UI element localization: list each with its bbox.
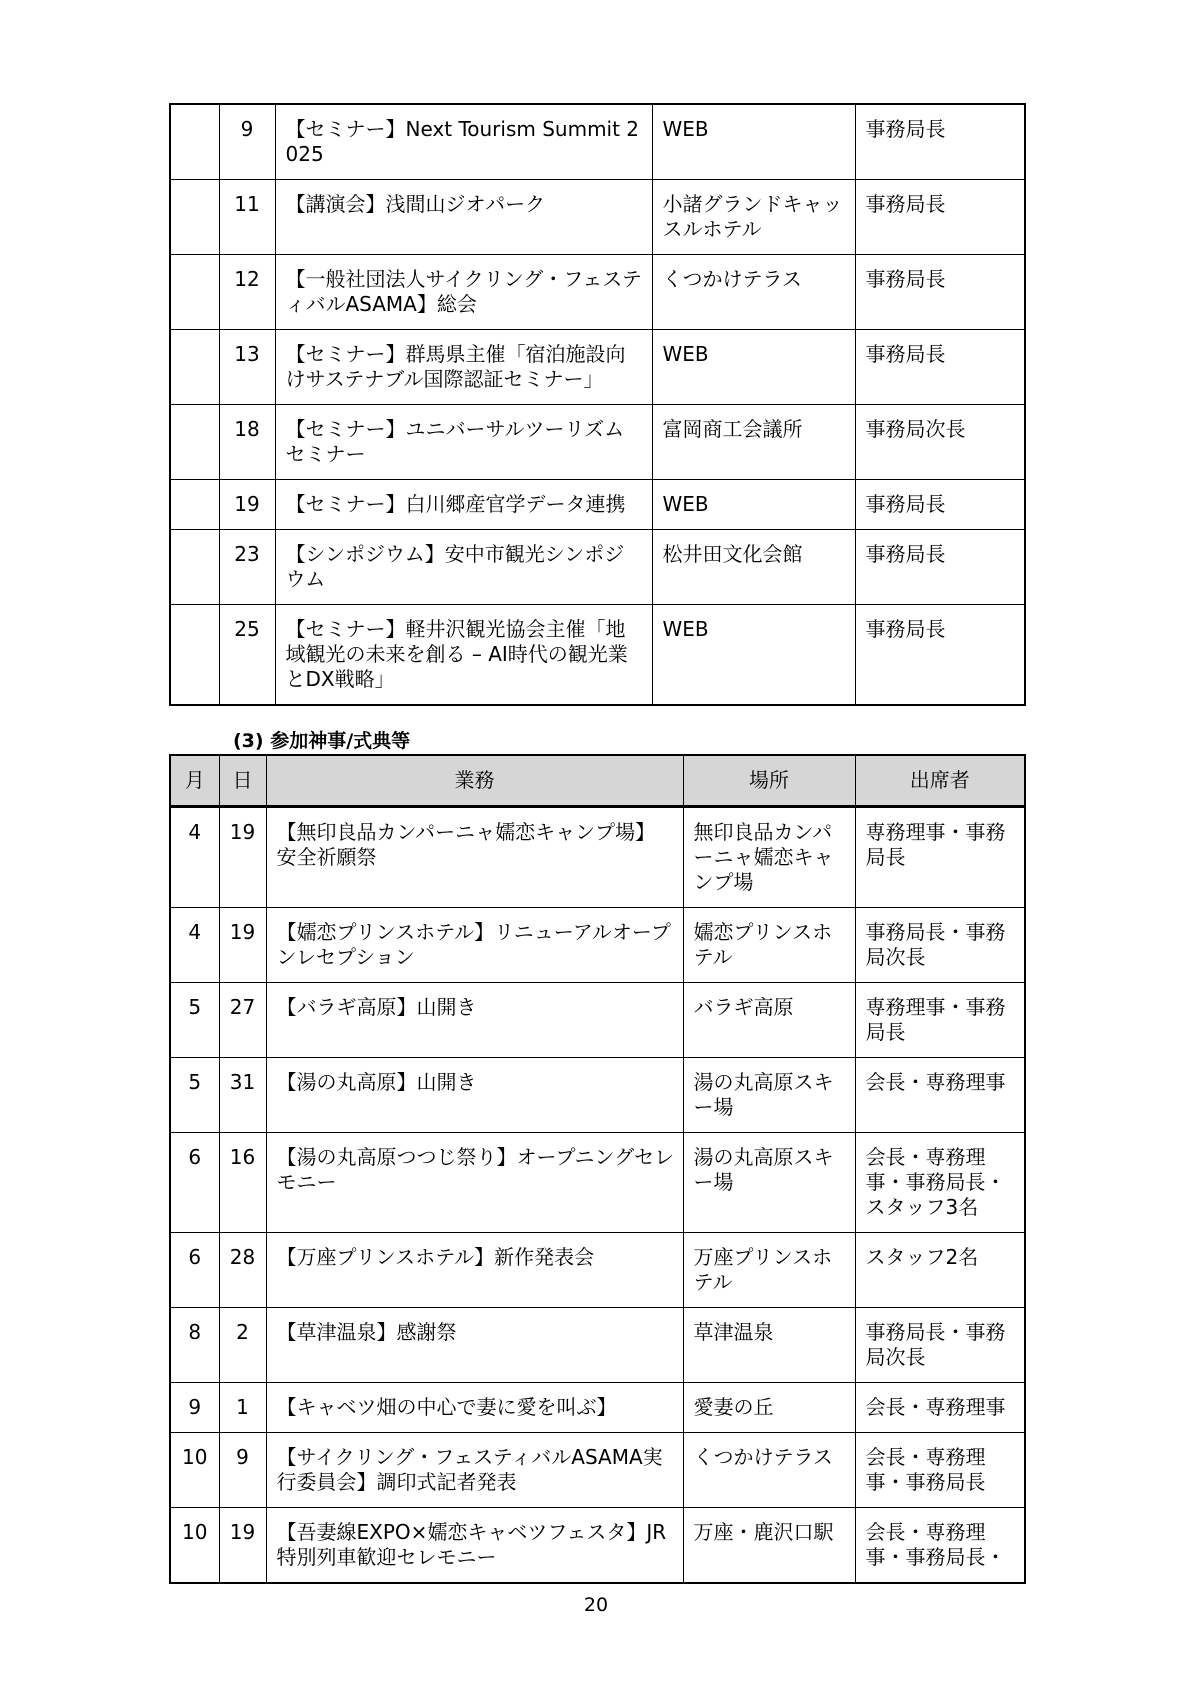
day-cell: 19 xyxy=(219,480,275,530)
place-cell: 嬬恋プリンスホテル xyxy=(683,908,855,983)
task-cell: 【講演会】浅間山ジオパーク xyxy=(275,180,652,255)
day-cell: 12 xyxy=(219,255,275,330)
place-cell: 湯の丸高原スキー場 xyxy=(683,1133,855,1233)
table-row xyxy=(170,405,1025,480)
events-table-continued xyxy=(169,103,1026,706)
task-cell: 【セミナー】Next Tourism Summit 2025 xyxy=(275,104,652,180)
attendee-cell: 会長・専務理事・事務局長・スタッフ3名 xyxy=(855,1133,1025,1233)
table-row xyxy=(170,983,1025,1058)
task-cell: 【セミナー】白川郷産官学データ連携 xyxy=(275,480,652,530)
task-cell: 【キャベツ畑の中心で妻に愛を叫ぶ】 xyxy=(266,1383,683,1433)
attendee-cell: 事務局長 xyxy=(855,330,1025,405)
attendee-cell: 専務理事・事務局長 xyxy=(855,983,1025,1058)
day-cell: 13 xyxy=(219,330,275,405)
attendee-cell: 会長・専務理事・事務局長 xyxy=(855,1433,1025,1508)
task-cell: 【セミナー】軽井沢観光協会主催「地域観光の未来を創る – AI時代の観光業とDX戦略」 xyxy=(275,605,652,706)
place-cell: バラギ高原 xyxy=(683,983,855,1058)
table-row xyxy=(170,1508,1025,1584)
attendee-cell: 事務局長・事務局次長 xyxy=(855,1308,1025,1383)
attendee-cell: 事務局長 xyxy=(855,605,1025,706)
month-cell xyxy=(170,180,219,255)
attendee-cell: 会長・専務理事・事務局長・ xyxy=(855,1508,1025,1584)
month-cell xyxy=(170,530,219,605)
table-row xyxy=(170,1308,1025,1383)
task-cell: 【シンポジウム】安中市観光シンポジウム xyxy=(275,530,652,605)
table-row xyxy=(170,480,1025,530)
month-cell xyxy=(170,405,219,480)
table-row xyxy=(170,1433,1025,1508)
table-row xyxy=(170,1133,1025,1233)
task-cell: 【セミナー】ユニバーサルツーリズムセミナー xyxy=(275,405,652,480)
place-cell: 小諸グランドキャッスルホテル xyxy=(652,180,855,255)
place-cell: WEB xyxy=(652,480,855,530)
month-cell xyxy=(170,330,219,405)
ceremonies-table xyxy=(169,754,1026,1584)
place-cell: WEB xyxy=(652,605,855,706)
header-task: 業務 xyxy=(266,755,683,807)
month-cell: 8 xyxy=(170,1308,219,1383)
table-row xyxy=(170,104,1025,180)
table-header-row xyxy=(170,755,1025,807)
month-cell xyxy=(170,480,219,530)
table-row xyxy=(170,255,1025,330)
table-row xyxy=(170,807,1025,908)
section-title: (3) 参加神事/式典等 xyxy=(233,730,411,752)
month-cell: 5 xyxy=(170,983,219,1058)
day-cell: 18 xyxy=(219,405,275,480)
ceremonies-table-body xyxy=(170,807,1025,1584)
day-cell: 23 xyxy=(219,530,275,605)
attendee-cell: 事務局長 xyxy=(855,255,1025,330)
task-cell: 【バラギ高原】山開き xyxy=(266,983,683,1058)
task-cell: 【嬬恋プリンスホテル】リニューアルオープンレセプション xyxy=(266,908,683,983)
attendee-cell: 事務局長 xyxy=(855,530,1025,605)
task-cell: 【セミナー】群馬県主催「宿泊施設向けサステナブル国際認証セミナー」 xyxy=(275,330,652,405)
attendee-cell: 事務局長・事務局次長 xyxy=(855,908,1025,983)
place-cell: 草津温泉 xyxy=(683,1308,855,1383)
place-cell: くつかけテラス xyxy=(652,255,855,330)
header-day: 日 xyxy=(219,755,266,807)
month-cell: 6 xyxy=(170,1133,219,1233)
task-cell: 【サイクリング・フェスティバルASAMA実行委員会】調印式記者発表 xyxy=(266,1433,683,1508)
month-cell: 4 xyxy=(170,908,219,983)
attendee-cell: スタッフ2名 xyxy=(855,1233,1025,1308)
day-cell: 9 xyxy=(219,104,275,180)
month-cell: 10 xyxy=(170,1508,219,1584)
day-cell: 2 xyxy=(219,1308,266,1383)
attendee-cell: 専務理事・事務局長 xyxy=(855,807,1025,908)
task-cell: 【吾妻線EXPO×嬬恋キャベツフェスタ】JR特別列車歓迎セレモニー xyxy=(266,1508,683,1584)
task-cell: 【湯の丸高原つつじ祭り】オープニングセレモニー xyxy=(266,1133,683,1233)
page-number: 20 xyxy=(583,1594,609,1616)
header-month: 月 xyxy=(170,755,219,807)
attendee-cell: 事務局長 xyxy=(855,104,1025,180)
attendee-cell: 事務局長 xyxy=(855,180,1025,255)
month-cell xyxy=(170,605,219,706)
task-cell: 【万座プリンスホテル】新作発表会 xyxy=(266,1233,683,1308)
table-row xyxy=(170,180,1025,255)
place-cell: 愛妻の丘 xyxy=(683,1383,855,1433)
month-cell: 10 xyxy=(170,1433,219,1508)
task-cell: 【一般社団法人サイクリング・フェスティバルASAMA】総会 xyxy=(275,255,652,330)
place-cell: WEB xyxy=(652,330,855,405)
day-cell: 19 xyxy=(219,908,266,983)
day-cell: 28 xyxy=(219,1233,266,1308)
table-row xyxy=(170,1233,1025,1308)
day-cell: 19 xyxy=(219,1508,266,1584)
place-cell: 無印良品カンパーニャ嬬恋キャンプ場 xyxy=(683,807,855,908)
table-row xyxy=(170,908,1025,983)
task-cell: 【無印良品カンパーニャ嬬恋キャンプ場】安全祈願祭 xyxy=(266,807,683,908)
day-cell: 25 xyxy=(219,605,275,706)
table-row xyxy=(170,1058,1025,1133)
month-cell: 9 xyxy=(170,1383,219,1433)
month-cell: 6 xyxy=(170,1233,219,1308)
attendee-cell: 事務局次長 xyxy=(855,405,1025,480)
day-cell: 1 xyxy=(219,1383,266,1433)
place-cell: 富岡商工会議所 xyxy=(652,405,855,480)
place-cell: WEB xyxy=(652,104,855,180)
attendee-cell: 会長・専務理事 xyxy=(855,1058,1025,1133)
task-cell: 【草津温泉】感謝祭 xyxy=(266,1308,683,1383)
attendee-cell: 事務局長 xyxy=(855,480,1025,530)
table-row xyxy=(170,530,1025,605)
place-cell: くつかけテラス xyxy=(683,1433,855,1508)
task-cell: 【湯の丸高原】山開き xyxy=(266,1058,683,1133)
month-cell xyxy=(170,255,219,330)
events-table-body xyxy=(170,104,1025,705)
place-cell: 万座プリンスホテル xyxy=(683,1233,855,1308)
place-cell: 湯の丸高原スキー場 xyxy=(683,1058,855,1133)
day-cell: 11 xyxy=(219,180,275,255)
month-cell: 5 xyxy=(170,1058,219,1133)
day-cell: 19 xyxy=(219,807,266,908)
place-cell: 松井田文化会館 xyxy=(652,530,855,605)
day-cell: 9 xyxy=(219,1433,266,1508)
attendee-cell: 会長・専務理事 xyxy=(855,1383,1025,1433)
place-cell: 万座・鹿沢口駅 xyxy=(683,1508,855,1584)
table-row xyxy=(170,1383,1025,1433)
day-cell: 27 xyxy=(219,983,266,1058)
day-cell: 31 xyxy=(219,1058,266,1133)
day-cell: 16 xyxy=(219,1133,266,1233)
table-row xyxy=(170,605,1025,706)
month-cell xyxy=(170,104,219,180)
header-place: 場所 xyxy=(683,755,855,807)
table-row xyxy=(170,330,1025,405)
month-cell: 4 xyxy=(170,807,219,908)
header-attendee: 出席者 xyxy=(855,755,1025,807)
